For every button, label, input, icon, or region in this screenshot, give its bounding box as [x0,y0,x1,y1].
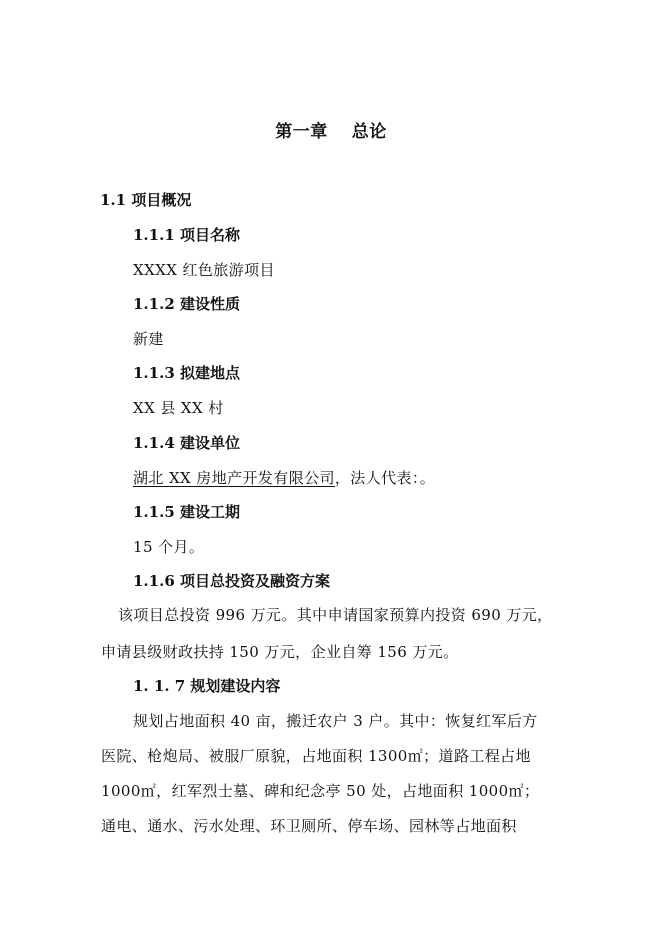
subsection-heading-1-1-5: 1.1.5 建设工期 [133,503,240,521]
subsection-heading-1-1-1: 1.1.1 项目名称 [133,226,240,244]
project-name-text: XXXX 红色旅游项目 [133,261,275,279]
subsection-heading-1-1-2: 1.1.2 建设性质 [133,295,240,313]
chapter-name: 总论 [351,122,387,142]
construction-unit-text [133,471,435,486]
subsection-heading-1-1-6: 1.1.6 项目总投资及融资方案 [133,572,330,590]
planning-paragraph-line-4: 通电、通水、污水处理、环卫厕所、停车场、园林等占地面积 [101,817,517,835]
location-text: XX 县 XX 村 [133,399,224,417]
investment-paragraph-line-1: 该项目总投资 996 万元。其中申请国家预算内投资 690 万元， [118,606,553,624]
construction-nature-text: 新建 [133,330,164,348]
subsection-heading-1-1-7: 1. 1. 7 规划建设内容 [133,677,281,695]
section-heading-1-1: 1.1 项目概况 [100,191,192,209]
construction-period-text: 15 个月。 [133,538,205,556]
planning-paragraph-line-1: 规划占地面积 40 亩，搬迁农户 3 户。其中：恢复红军后方 [133,712,538,730]
investment-paragraph-line-2: 申请县级财政扶持 150 万元，企业自筹 156 万元。 [101,643,459,661]
subsection-heading-1-1-3: 1.1.3 拟建地点 [133,364,240,382]
legal-rep-text: ，法人代表：。 [334,469,436,487]
subsection-heading-1-1-4: 1.1.4 建设单位 [133,434,240,452]
planning-paragraph-line-3: 1000㎡，红军烈士墓、碑和纪念亭 50 处，占地面积 1000㎡； [101,782,540,800]
company-name: 湖北 XX 房地产开发有限公司 [133,469,335,487]
chapter-title [0,124,662,141]
planning-paragraph-line-2: 医院、枪炮局、被服厂原貌，占地面积 1300㎡；道路工程占地 [101,747,531,765]
chapter-number: 第一章 [275,122,328,142]
